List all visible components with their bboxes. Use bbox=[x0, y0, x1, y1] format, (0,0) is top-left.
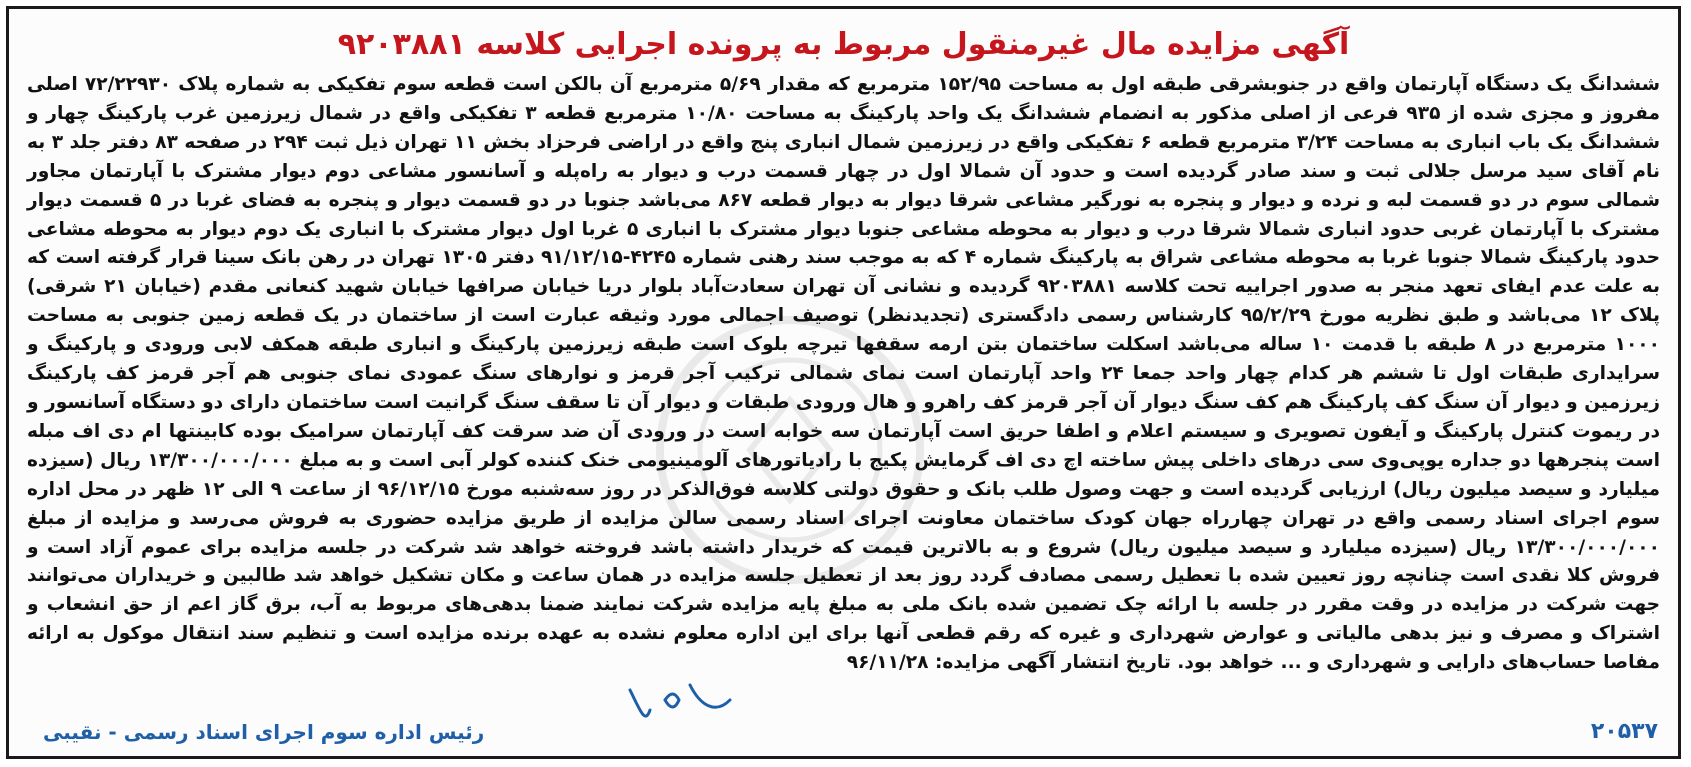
signature-line: رئیس اداره سوم اجرای اسناد رسمی - نقیبی bbox=[43, 720, 485, 744]
reference-number: ۲۰۵۳۷ bbox=[1590, 719, 1658, 744]
handwritten-mark-icon bbox=[620, 670, 740, 740]
notice-title: آگهی مزایده مال غیرمنقول مربوط به پرونده اجرایی کلاسه ۹۲۰۳۸۸۱ bbox=[337, 27, 1350, 62]
notice-footer bbox=[23, 712, 1664, 746]
notice-body: ششدانگ یک دستگاه آپارتمان واقع در جنوبشرقی طبقه اول به مساحت ۱۵۲/۹۵ مترمربع که مقدار ۵/۶۹ مترمربع آن بالکن است قطعه سوم تفکیکی به شماره پلاک ۷۲/۲۲۹۳۰ اصلی مفروز و مجزی شده از ۹۳۵ فرعی از اصلی مذکور به انضمام ششدانگ یک واحد پارکینگ به مساحت ۱۰/۸۰ مترمربع قطعه ۳ تفکیکی واقع در شمال زیرزمین غرب پارکینگ چهار و ششدانگ یک باب انباری به مساحت ۳/۲۴ مترمربع قطعه ۶ تفکیکی واقع در زیرزمین شمال انباری پنج واقع در اراضی فرحزاد بخش ۱۱ تهران ذیل ثبت ۲۹۴ در صفحه ۸۳ دفتر جلد ۳ به نام آقای سید مرسل جلالی ثبت و سند صادر گردیده است و حدود آن شمالا اول در چهار قسمت درب و دیوار به راه‌پله و آسانسور مشاعی دوم دیوار مشترک با آپارتمان مجاور شمالی سوم در دو قسمت لبه و نرده و دیوار و پنجره به نورگیر مشاعی شرقا دیوار به دیوار قطعه ۸۶۷ می‌باشد جنوبا در دو قسمت دیوار و پنجره به فضای غربا در ۵ قسمت دیوار مشترک با آپارتمان غربی حدود انباری شمالا شرقا درب و دیوار به محوطه مشاعی جنوبا دیوار مشترک با انباری ۵ غربا اول دیوار مشترک با انباری یک دوم دیوار به محوطه مشاعی حدود پارکینگ شمالا جنوبا غربا به محوطه مشاعی شراق به پارکینگ شماره ۴ که به موجب سند رهنی شماره ۴۲۴۵-۹۱/۱۲/۱۵ دفتر ۱۳۰۵ تهران در رهن بانک سینا قرار گرفته است که به علت عدم ایفای تعهد منجر به صدور اجراییه تحت کلاسه ۹۲۰۳۸۸۱ گردیده و نشانی آن تهران سعادت‌آباد بلوار دریا خیابان صرافها خیابان شهید کنعانی مقدم (خیابان ۲۱ شرقی) پلاک ۱۲ می‌باشد و طبق نظریه مورخ ۹۵/۲/۲۹ کارشناس رسمی دادگستری (تجدیدنظر) توصیف اجمالی مورد وثیقه عبارت است از ساختمان در یک قطعه زمین جنوبی به مساحت ۱۰۰۰ مترمربع در ۸ طبقه با قدمت ۱۰ ساله می‌باشد اسکلت ساختمان بتن ارمه سقفها تیرچه بلوک است طبقه زیرزمین پارکینگ و انباری طبقه همکف لابی ورودی و پارکینگ و سرایداری طبقات اول تا ششم هر کدام چهار واحد جمعا ۲۴ واحد آپارتمان است نمای شمالی ترکیب آجر قرمز و نوارهای سنگ عمودی نمای جنوبی هم آجر قرمز کف پارکینگ زیرزمین و دیوار آن سنگ کف پارکینگ هم کف سنگ دیوار آن آجر قرمز کف راهرو و هال ورودی طبقات و دیوار آن تا سقف سنگ گرانیت است ساختمان دارای دو دستگاه آسانسور و در ریموت کنترل پارکینگ و آیفون تصویری و سیستم اعلام و اطفا حریق است آپارتمان سه خوابه است در ورودی آن ضد سرقت کف آپارتمان سرامیک بوده کابینتها ام دی اف مبله است پنجرهها دو جداره یوپی‌وی سی درهای داخلی پیش ساخته اچ دی اف گرمایش پکیج با رادیاتورهای آلومینیومی خنک کننده کولر آبی است و به مبلغ ۱۳/۳۰۰/۰۰۰/۰۰۰ ریال (سیزده میلیارد و سیصد میلیون ریال) ارزیابی گردیده است و جهت وصول طلب بانک و حقوق دولتی کلاسه فوق‌الذکر در روز سه‌شنبه مورخ ۹۶/۱۲/۱۵ از ساعت ۹ الی ۱۲ ظهر در محل اداره سوم اجرای اسناد رسمی واقع در تهران چهارراه جهان کودک ساختمان معاونت اجرای اسناد رسمی سالن مزایده از طریق مزایده حضوری به فروش می‌رسد و مزایده از مبلغ ۱۳/۳۰۰/۰۰۰/۰۰۰ ریال (سیزده میلیارد و سیصد میلیون ریال) شروع و به بالاترین قیمت که خریدار داشته باشد فروخته خواهد شد شرکت در جلسه مزایده برای عموم آزاد است و فروش کلا نقدی است چنانچه روز تعیین شده با تعطیل رسمی مصادف گردد روز بعد از تعطیل جلسه مزایده در همان ساعت و مکان تشکیل خواهد شد طالبین و خریداران می‌توانند جهت شرکت در مزایده در وقت مقرر در جلسه با ارائه چک تضمین شده بانک ملی به مبلغ پایه مزایده شرکت نمایند ضمنا بدهی‌های مربوط به آب، برق گاز اعم از حق انشعاب و اشتراک و مصرف و نیز بدهی مالیاتی و عوارض شهرداری و غیره که رقم قطعی آنها برای این اداره معلوم نشده به عهده برنده مزایده است و تنظیم سند انتقال موکول به ارائه مفاصا حساب‌های دارایی و شهرداری و ... خواهد بود. تاریخ انتشار آگهی مزایده: ۹۶/۱۱/۲۸ bbox=[27, 74, 1661, 674]
watermark-seal-icon bbox=[640, 300, 940, 600]
